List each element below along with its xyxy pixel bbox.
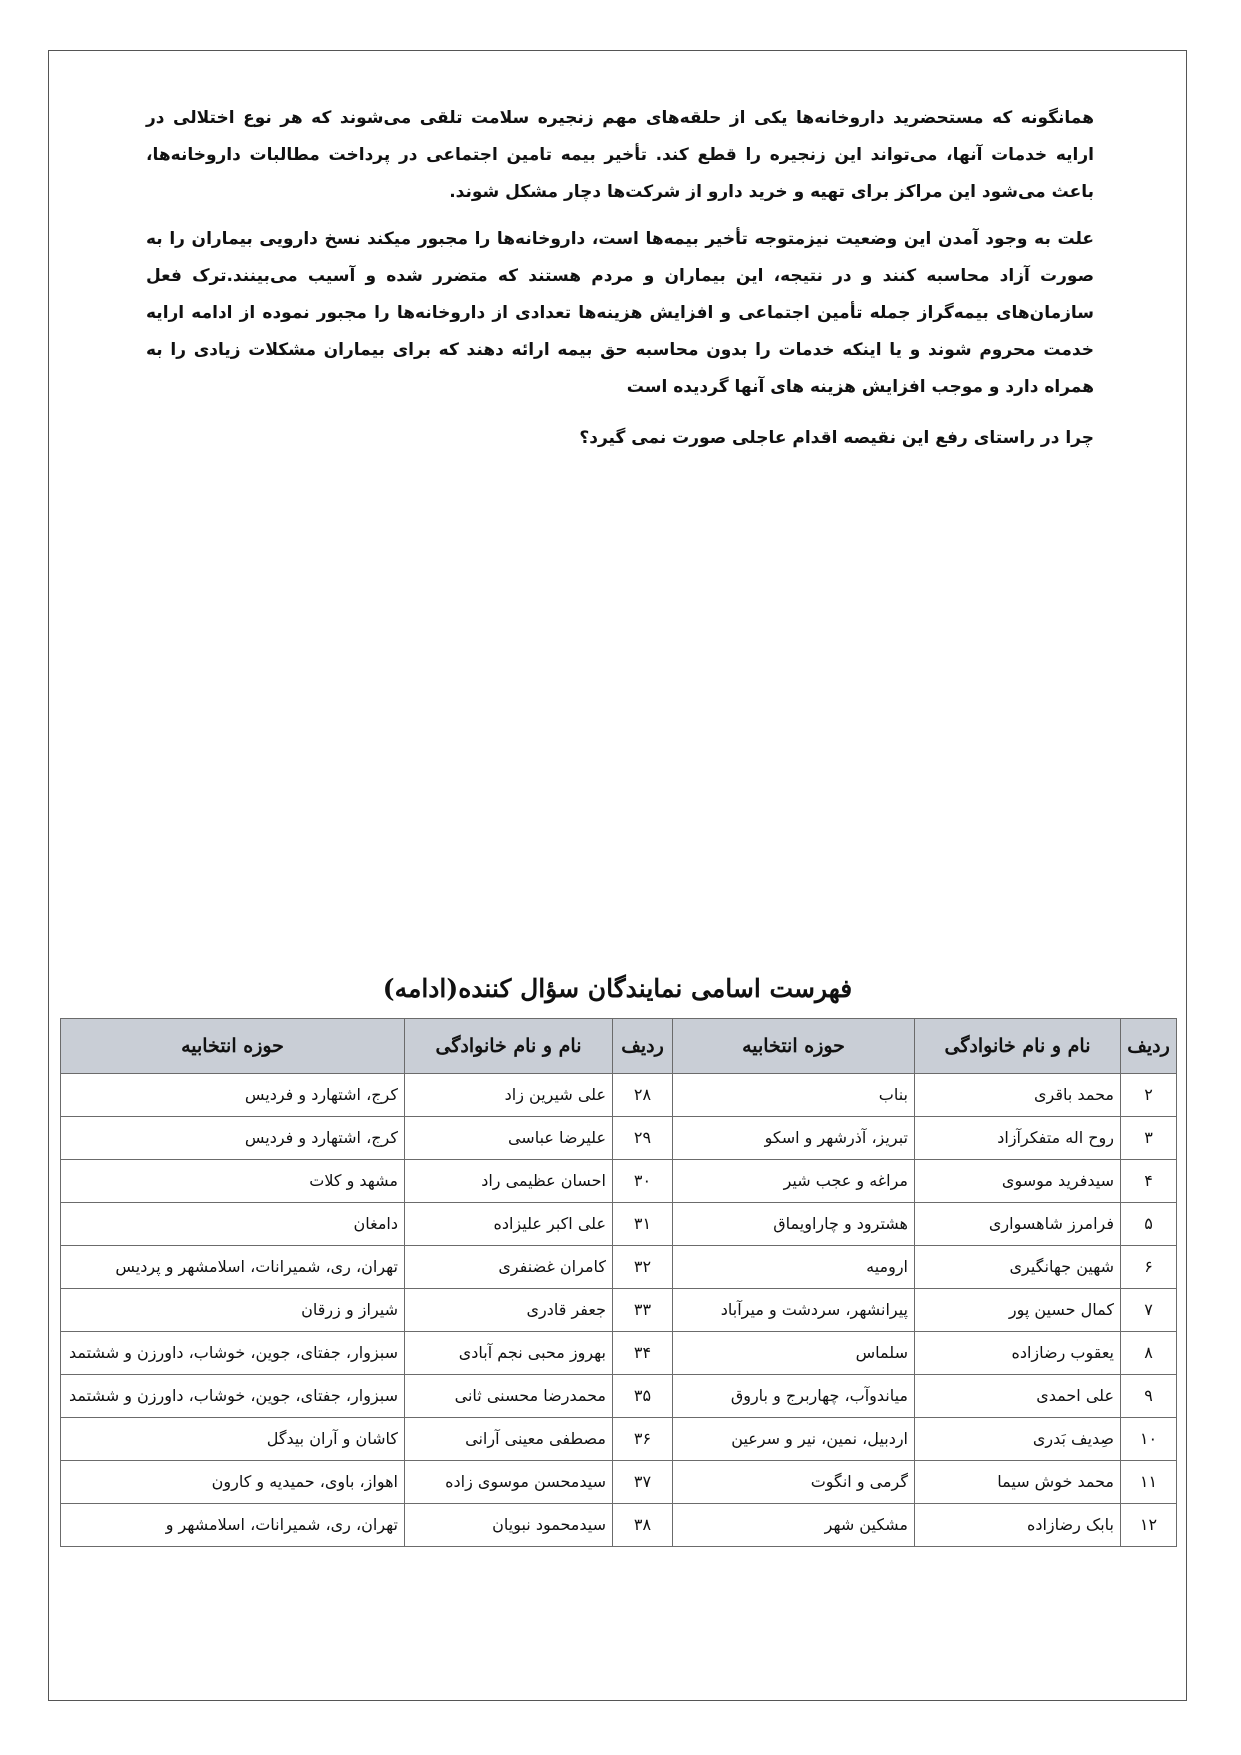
table-row xyxy=(61,1289,1177,1332)
header-full-name-2: نام و نام خانوادگی xyxy=(405,1019,613,1074)
constituency-cell: هشترود و چاراویماق xyxy=(673,1203,915,1246)
row-number-cell: ۶ xyxy=(1121,1246,1177,1289)
full-name-cell: بابک رضازاده xyxy=(915,1504,1121,1547)
row-number-cell: ۳۱ xyxy=(613,1203,673,1246)
row-number-cell: ۳۸ xyxy=(613,1504,673,1547)
full-name-cell: صِدیف بَدری xyxy=(915,1418,1121,1461)
full-name-cell: محمدرضا محسنی ثانی xyxy=(405,1375,613,1418)
header-row-number: ردیف xyxy=(1121,1019,1177,1074)
header-row-number-2: ردیف xyxy=(613,1019,673,1074)
full-name-cell: علی احمدی xyxy=(915,1375,1121,1418)
constituency-cell: گرمی و انگوت xyxy=(673,1461,915,1504)
constituency-cell: اردبیل، نمین، نیر و سرعین xyxy=(673,1418,915,1461)
full-name-cell: کمال حسین پور xyxy=(915,1289,1121,1332)
row-number-cell: ۱۰ xyxy=(1121,1418,1177,1461)
constituency-cell: کرج، اشتهارد و فردیس xyxy=(61,1074,405,1117)
constituency-cell: مراغه و عجب شیر xyxy=(673,1160,915,1203)
constituency-cell: تبریز، آذرشهر و اسکو xyxy=(673,1117,915,1160)
table-row xyxy=(61,1332,1177,1375)
full-name-cell: بهروز محبی نجم آبادی xyxy=(405,1332,613,1375)
constituency-cell: سبزوار، جفتای، جوین، خوشاب، داورزن و ششتمد xyxy=(61,1332,405,1375)
row-number-cell: ۳۳ xyxy=(613,1289,673,1332)
constituency-cell: دامغان xyxy=(61,1203,405,1246)
table-row xyxy=(61,1074,1177,1117)
header-constituency-2: حوزه انتخابیه xyxy=(61,1019,405,1074)
table-title: فهرست اسامی نمایندگان سؤال کننده(ادامه) xyxy=(382,974,853,1003)
row-number-cell: ۳ xyxy=(1121,1117,1177,1160)
table-row xyxy=(61,1504,1177,1547)
paragraph-2: علت به وجود آمدن این وضعیت نیزمتوجه تأخیر بیمه‌ها است، داروخانه‌ها را مجبور میکند نسخ دارویی بیماران را به صورت آزاد محاسبه کنند و در نتیجه، این بیماران و مردم هستند که متضرر شده و آسیب می‌بینند.ترک فعل سازمان‌های بیمه‌گراز جمله تأمین اجتماعی و افزایش هزینه‌ها تعدادی از داروخانه‌ها را مجبور نموده از ادامه ارایه خدمت محروم شوند و یا اینکه خدمات را بدون محاسبه حق بیمه ارائه دهند که برای بیماران مشکلات زیادی را به همراه دارد و موجب افزایش هزینه های آنها گردیده است xyxy=(146,229,1094,397)
row-number-cell: ۷ xyxy=(1121,1289,1177,1332)
row-number-cell: ۴ xyxy=(1121,1160,1177,1203)
full-name-cell: شهین جهانگیری xyxy=(915,1246,1121,1289)
row-number-cell: ۸ xyxy=(1121,1332,1177,1375)
table-row xyxy=(61,1117,1177,1160)
question-text: چرا در راستای رفع این نقیصه اقدام عاجلی صورت نمی گیرد؟ xyxy=(579,428,1094,448)
constituency-cell: میاندوآب، چهاربرج و باروق xyxy=(673,1375,915,1418)
constituency-cell: سبزوار، جفتای، جوین، خوشاب، داورزن و ششتمد xyxy=(61,1375,405,1418)
constituency-cell: کاشان و آران بیدگل xyxy=(61,1418,405,1461)
full-name-cell: سیدمحمود نبویان xyxy=(405,1504,613,1547)
full-name-cell: سیدفرید موسوی xyxy=(915,1160,1121,1203)
row-number-cell: ۲ xyxy=(1121,1074,1177,1117)
row-number-cell: ۱۱ xyxy=(1121,1461,1177,1504)
full-name-cell: علی اکبر علیزاده xyxy=(405,1203,613,1246)
row-number-cell: ۵ xyxy=(1121,1203,1177,1246)
table-header-row xyxy=(61,1019,1177,1074)
full-name-cell: مصطفی معینی آرانی xyxy=(405,1418,613,1461)
row-number-cell: ۲۹ xyxy=(613,1117,673,1160)
full-name-cell: علی شیرین زاد xyxy=(405,1074,613,1117)
representatives-table xyxy=(60,1018,1177,1547)
constituency-cell: کرج، اشتهارد و فردیس xyxy=(61,1117,405,1160)
full-name-cell: علیرضا عباسی xyxy=(405,1117,613,1160)
constituency-cell: مشهد و کلات xyxy=(61,1160,405,1203)
full-name-cell: سیدمحسن موسوی زاده xyxy=(405,1461,613,1504)
full-name-cell: فرامرز شاهسواری xyxy=(915,1203,1121,1246)
full-name-cell: احسان عظیمی راد xyxy=(405,1160,613,1203)
table-row xyxy=(61,1246,1177,1289)
table-row xyxy=(61,1160,1177,1203)
table-row xyxy=(61,1375,1177,1418)
full-name-cell: روح اله متفکرآزاد xyxy=(915,1117,1121,1160)
row-number-cell: ۹ xyxy=(1121,1375,1177,1418)
constituency-cell: شیراز و زرقان xyxy=(61,1289,405,1332)
row-number-cell: ۳۶ xyxy=(613,1418,673,1461)
constituency-cell: ارومیه xyxy=(673,1246,915,1289)
constituency-cell: تهران، ری، شمیرانات، اسلامشهر و xyxy=(61,1504,405,1547)
full-name-cell: جعفر قادری xyxy=(405,1289,613,1332)
row-number-cell: ۳۰ xyxy=(613,1160,673,1203)
row-number-cell: ۳۲ xyxy=(613,1246,673,1289)
full-name-cell: یعقوب رضازاده xyxy=(915,1332,1121,1375)
header-constituency: حوزه انتخابیه xyxy=(673,1019,915,1074)
row-number-cell: ۳۴ xyxy=(613,1332,673,1375)
full-name-cell: محمد خوش سیما xyxy=(915,1461,1121,1504)
table-row xyxy=(61,1418,1177,1461)
table-row xyxy=(61,1203,1177,1246)
full-name-cell: محمد باقری xyxy=(915,1074,1121,1117)
letter-body xyxy=(146,100,1094,467)
constituency-cell: تهران، ری، شمیرانات، اسلامشهر و پردیس xyxy=(61,1246,405,1289)
row-number-cell: ۳۵ xyxy=(613,1375,673,1418)
constituency-cell: مشکین شهر xyxy=(673,1504,915,1547)
constituency-cell: بناب xyxy=(673,1074,915,1117)
row-number-cell: ۲۸ xyxy=(613,1074,673,1117)
row-number-cell: ۳۷ xyxy=(613,1461,673,1504)
constituency-cell: اهواز، باوی، حمیدیه و کارون xyxy=(61,1461,405,1504)
paragraph-1: همانگونه که مستحضرید داروخانه‌ها یکی از حلقه‌های مهم زنجیره سلامت تلقی می‌شوند که هر نوع اختلالی در ارایه خدمات آنها، می‌تواند این زنجیره را قطع کند. تأخیر بیمه تامین اجتماعی در پرداخت مطالبات داروخانه‌ها، باعث می‌شود این مراکز برای تهیه و خرید دارو از شرکت‌ها دچار مشکل شوند. xyxy=(146,108,1094,202)
row-number-cell: ۱۲ xyxy=(1121,1504,1177,1547)
header-full-name: نام و نام خانوادگی xyxy=(915,1019,1121,1074)
table-row xyxy=(61,1461,1177,1504)
constituency-cell: پیرانشهر، سردشت و میرآباد xyxy=(673,1289,915,1332)
constituency-cell: سلماس xyxy=(673,1332,915,1375)
full-name-cell: کامران غضنفری xyxy=(405,1246,613,1289)
